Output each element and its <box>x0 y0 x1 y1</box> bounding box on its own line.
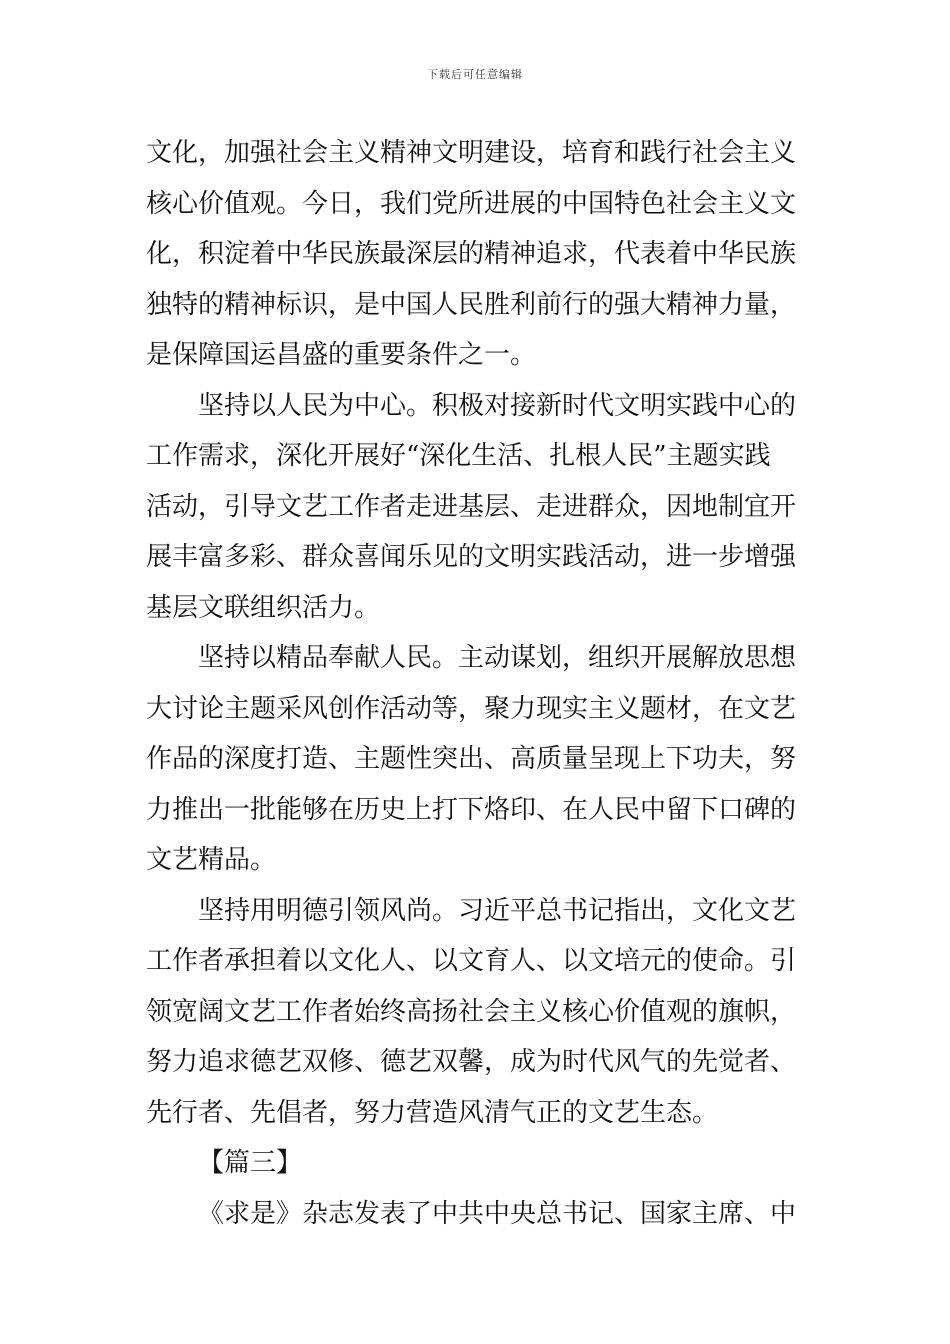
text-line: 大讨论主题采风创作活动等，聚力现实主义题材，在文艺 <box>146 693 797 724</box>
text-line: 是保障国运昌盛的重要条件之一。 <box>146 340 537 370</box>
text-line: 基层文联组织活力。 <box>146 592 381 623</box>
text-line: 坚持以精品奉献人民。主动谋划，组织开展解放思想 <box>198 643 797 673</box>
text-line: 【篇三】 <box>198 1148 303 1178</box>
text-line: 工作者承担着以文化人、以文育人、以文培元的使命。引 <box>146 946 797 976</box>
text-line: 坚持以人民为中心。积极对接新时代文明实践中心的 <box>198 390 797 421</box>
page-header: 下载后可任意编辑 <box>427 68 523 81</box>
text-line: 作品的深度打造、主题性突出、高质量呈现上下功夫，努 <box>146 744 797 774</box>
text-line: 先行者、先倡者，努力营造风清气正的文艺生态。 <box>146 1097 719 1128</box>
text-line: 文艺精品。 <box>146 845 277 875</box>
document-body <box>146 128 806 1239</box>
text-line: 展丰富多彩、群众喜闻乐见的文明实践活动，进一步增强 <box>146 542 797 572</box>
text-line: 坚持用明德引领风尚。习近平总书记指出，文化文艺 <box>198 895 797 926</box>
text-line: 《求是》杂志发表了中共中央总书记、国家主席、中 <box>198 1198 797 1229</box>
text-line: 化，积淀着中华民族最深层的精神追求，代表着中华民族 <box>146 239 797 269</box>
text-line: 努力追求德艺双修、德艺双馨，成为时代风气的先觉者、 <box>146 1047 797 1077</box>
text-line: 工作需求，深化开展好“深化生活、扎根人民”主题实践 <box>146 441 771 471</box>
text-line: 核心价值观。今日，我们党所进展的中国特色社会主义文 <box>146 188 797 219</box>
text-line: 领宽阔文艺工作者始终高扬社会主义核心价值观的旗帜， <box>146 996 797 1027</box>
text-line: 力推出一批能够在历史上打下烙印、在人民中留下口碑的 <box>146 794 797 825</box>
text-line: 活动，引导文艺工作者走进基层、走进群众，因地制宜开 <box>146 491 797 522</box>
text-line: 独特的精神标识，是中国人民胜利前行的强大精神力量， <box>146 289 797 320</box>
text-line: 文化，加强社会主义精神文明建设，培育和践行社会主义 <box>146 138 797 168</box>
